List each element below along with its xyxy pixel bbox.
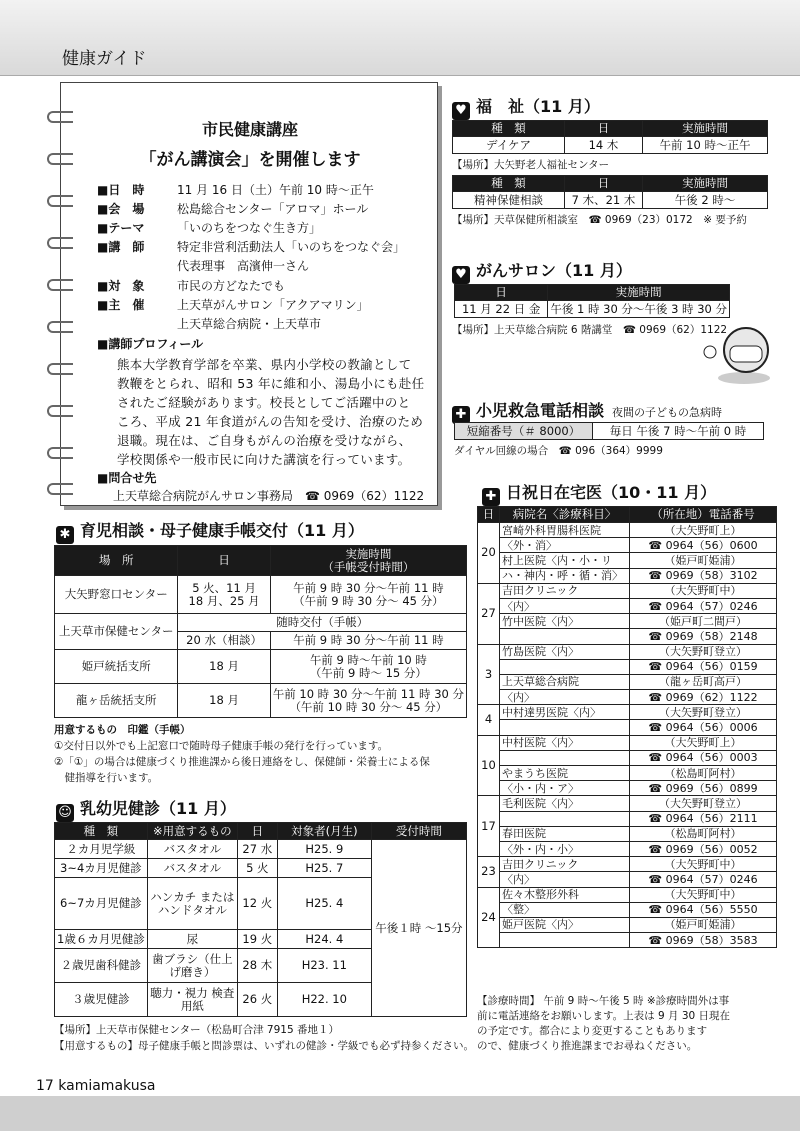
clinic-phone: ☎ 0964（56）5550 [630,902,777,917]
table-cell: 精神保健相談 [453,192,565,209]
table-cell: バスタオル [147,840,237,859]
col-header: 病院名〈診療科目〉 [500,507,630,523]
infant-title: 乳幼児健診（11 月） [80,799,236,818]
col-header: 日 [237,823,277,840]
clinic-name [500,933,630,948]
holiday-note [477,994,779,1054]
col-header: 日 [455,285,548,301]
table-cell: （午前 9 時～ 15 分） [309,665,427,680]
clinic-phone: ☎ 0969（56）0052 [630,841,777,856]
table-cell: 5 火、11 月 [192,580,256,595]
holiday-table-body [477,522,777,948]
binder-ring [47,279,73,291]
table-cell: 大矢野窓口センター [55,576,178,614]
table-cell: H22. 10 [277,983,371,1017]
holiday-day: 24 [478,887,500,948]
clinic-name: 〈外・消〉 [500,538,630,553]
note-line: 用意するもの 印鑑（手帳） [54,724,191,736]
lecture-notepad [60,82,438,506]
table-cell: 午前 9 時 30 分～午前 11 時 [270,632,466,650]
profile-line: ころ、平成 21 年食道がんの告知を受け、治療のため [117,414,424,429]
table-cell: バスタオル [147,859,237,878]
table-cell: 18 月、25 月 [188,593,260,608]
holiday-day: 4 [478,705,500,735]
clinic-phone: ☎ 0969（58）2148 [630,629,777,644]
salon-table [454,284,730,318]
clinic-name: 〈外・内・小〉 [500,841,630,856]
binder-ring [47,237,73,249]
table-cell: H25. 7 [277,859,371,878]
detail-key: ■主 催 [97,298,145,312]
welfare-heading [452,94,600,120]
table-cell: 午後１時 ～15分 [371,840,466,1017]
welfare-table-2 [452,175,768,209]
holiday-day: 27 [478,583,500,644]
clinic-phone: ☎ 0969（58）3583 [630,933,777,948]
ikuji-table [54,545,467,718]
clinic-name: 春田医院 [500,826,630,841]
page-number: 17 kamiamakusa [36,1078,156,1094]
table-cell: 午前 9 時～午前 10 時 [309,652,427,667]
lecture-subtitle: 「がん講演会」を開催します [139,150,361,170]
table-cell: 午前 9 時 30 分～午前 11 時 [293,580,444,595]
clinic-location: （大矢野町上） [630,735,777,750]
col-header: 場 所 [55,546,178,576]
detail-value: 11 月 16 日（土）午前 10 時～正午 [177,183,374,197]
child-call-title: 小児救急電話相談 [476,401,605,420]
table-cell: デイケア [453,137,565,154]
clinic-phone: ☎ 0969（62）1122 [630,690,777,705]
detail-value: 特定非営利活動法人「いのちをつなぐ会」 [177,240,406,254]
holiday-heading [482,480,716,506]
col-header: 日 [178,546,270,576]
heart-icon: ♥ [452,102,470,120]
table-cell: H25. 9 [277,840,371,859]
col-header: 種 類 [453,121,565,137]
table-cell: 5 火 [237,859,277,878]
clinic-location: （松島町阿村） [630,826,777,841]
holiday-day: 10 [478,735,500,796]
clinic-name: 中村達男医院〈内〉 [500,705,630,720]
clinic-phone: ☎ 0969（56）0899 [630,781,777,796]
detail-key: ■対 象 [97,279,145,293]
table-cell: 午前 10 時～正午 [643,137,768,154]
binder-ring [47,447,73,459]
note-line: ①交付日以外でも上記窓口で随時母子健康手帳の発行を行っています。 [54,740,389,752]
baby-icon: ☺ [56,804,74,822]
table-cell: H24. 4 [277,930,371,949]
table-cell: 19 火 [237,930,277,949]
holiday-day: 20 [478,523,500,584]
clinic-name: 〈小・内・ア〉 [500,781,630,796]
table-cell: 尿 [147,930,237,949]
detail-value: 代表理事 高濱伸一さん [177,259,310,273]
clinic-name [500,811,630,826]
clinic-location: （姫戸町二間戸） [630,614,777,629]
clinic-name: 竹中医院〈内〉 [500,614,630,629]
clinic-location: （大矢野町上） [630,523,777,538]
clinic-name: 毛利医院〈内〉 [500,796,630,811]
detail-key: ■会 場 [97,202,145,216]
clinic-name: 竹島医院〈内〉 [500,644,630,659]
mascot-illustration [696,320,780,386]
detail-key: ■日 時 [97,183,145,197]
clinic-location: （大矢野町中） [630,583,777,598]
clinic-location: （大矢野町登立） [630,644,777,659]
clinic-phone: ☎ 0964（57）0246 [630,872,777,887]
note-line: ②「①」の場合は健康づくり推進課から後日連絡をし、保健師・栄養士による保 [54,756,430,768]
holiday-title: 日祝日在宅医（10・11 月） [506,483,717,502]
detail-value: 上天草がんサロン「アクアマリン」 [177,298,369,312]
col-header: ※用意するもの [147,823,237,840]
ikuji-heading [56,518,364,544]
clinic-location: （大矢野町中） [630,887,777,902]
table-cell: ２歳児歯科健診 [55,949,148,983]
col-header: （所在地）電話番号 [630,507,777,523]
table-cell: 6~7カ月児健診 [55,878,148,930]
clinic-phone: ☎ 0964（56）0006 [630,720,777,735]
clinic-location: （大矢野町登立） [630,796,777,811]
infant-heading [56,796,236,822]
clinic-phone: ☎ 0964（56）2111 [630,811,777,826]
page-header [0,0,800,76]
table-cell: 午前 10 時 30 分～午前 11 時 30 分 [272,686,464,701]
binder-ring [47,363,73,375]
detail-value: 「いのちをつなぐ生き方」 [177,221,322,235]
stroller-icon: ✱ [56,526,74,544]
clinic-name: 佐々木整形外科 [500,887,630,902]
welfare-title: 福 祉（11 月） [476,97,600,116]
contact-info: 上天草総合病院がんサロン事務局 ☎ 0969（62）1122 [113,489,425,503]
col-header-sub: （手帳受付時間） [322,559,415,574]
profile-line: 学校関係や一般市民に向けた講演を行っています。 [117,452,411,467]
clinic-name: 上天草総合病院 [500,674,630,689]
medical-cross-icon: ✚ [452,406,470,424]
table-cell: 20 水（相談） [178,632,270,650]
table-cell: （午前 9 時 30 分～ 45 分） [293,593,444,608]
holiday-day: 17 [478,796,500,857]
clinic-name: 村上医院〈内・小・リ [500,553,630,568]
col-header: 種 類 [55,823,148,840]
profile-line: 熊本大学教育学部を卒業、県内小学校の教諭として [117,357,412,372]
clinic-phone: ☎ 0969（58）3102 [630,568,777,583]
welfare-table [452,120,768,154]
table-cell: 上天草市保健センター [55,614,178,650]
table-cell: 28 木 [237,949,277,983]
detail-value: 市民の方どなたでも [177,279,286,293]
profile-text [117,355,429,469]
infant-place: 【場所】上天草市保健センター（松島町合津 7915 番地１） [54,1024,339,1036]
table-cell: 龍ヶ岳統括支所 [55,684,178,718]
clinic-name [500,750,630,765]
table-cell: 短縮番号（＃ 8000） [455,423,593,440]
col-header: 受付時間 [371,823,466,840]
table-cell: 11 月 22 日 金 [455,301,548,318]
clinic-name [500,720,630,735]
col-header: 日 [478,507,500,523]
table-cell: （午前 10 時 30 分～ 45 分） [289,699,448,714]
table-cell: 14 木 [565,137,643,154]
table-cell: 7 木、21 木 [565,192,643,209]
contact-heading: ■問合せ先 [97,471,157,485]
table-cell: ２カ月児学級 [55,840,148,859]
child-call-heading [452,398,722,424]
heart-icon: ♥ [452,266,470,284]
table-cell: ハンカチ または ハンドタオル [147,878,237,930]
child-call-dial: ダイヤル回線の場合 ☎ 096（364）9999 [454,445,663,457]
clinic-name [500,659,630,674]
detail-value: 松島総合センター「アロマ」ホール [177,202,369,216]
clinic-name: 〈内〉 [500,690,630,705]
detail-key: ■講 師 [97,240,145,254]
table-cell: H25. 4 [277,878,371,930]
medical-cross-icon: ✚ [482,488,500,506]
infant-bring: 【用意するもの】母子健康手帳と問診票は、いずれの健診・学級でも必ず持参ください。 [54,1040,474,1052]
note-line: の予定です。都合により変更することもあります [477,1025,708,1037]
table-cell: 12 火 [237,878,277,930]
welfare-place-2: 【場所】天草保健所相談室 ☎ 0969（23）0172 ※ 要予約 [452,214,747,226]
table-cell: H23. 11 [277,949,371,983]
table-cell: 午後 2 時～ [643,192,768,209]
clinic-name: 〈整〉 [500,902,630,917]
table-cell: 3~4カ月児健診 [55,859,148,878]
clinic-phone: ☎ 0964（57）0246 [630,598,777,613]
col-header: 日 [565,121,643,137]
clinic-name: 姫戸医院〈内〉 [500,917,630,932]
clinic-location: （姫戸町姫浦） [630,553,777,568]
col-header: 実施時間 [345,546,392,561]
clinic-name: ハ・神内・呼・循・消〉 [500,568,630,583]
profile-heading: ■講師プロフィール [97,337,204,351]
clinic-location: （大矢野町登立） [630,705,777,720]
detail-value: 上天草総合病院・上天草市 [177,317,322,331]
binder-ring [47,321,73,333]
note-line: 【診療時間】 午前 9 時～午後 5 時 ※診療時間外は事 [477,995,730,1007]
profile-line: 退職。現在は、ご自身もがんの治療を受けながら、 [117,433,412,448]
table-cell: 聴力・視力 検査用紙 [147,983,237,1017]
salon-title: がんサロン（11 月） [476,261,632,280]
table-cell: 午後 1 時 30 分～午後 3 時 30 分 [548,301,730,318]
table-cell: ３歳児健診 [55,983,148,1017]
col-header: 種 類 [453,176,565,192]
holiday-day: 23 [478,857,500,887]
child-call-subtitle: 夜間の子どもの急病時 [612,406,723,419]
clinic-phone: ☎ 0964（56）0159 [630,659,777,674]
col-header: 実施時間 [548,285,730,301]
table-cell: 18 月 [178,684,270,718]
col-header: 対象者(月生) [277,823,371,840]
welfare-place-1: 【場所】大矢野老人福祉センター [452,159,610,171]
clinic-phone: ☎ 0964（56）0003 [630,750,777,765]
holiday-table [477,506,777,523]
clinic-name: やまうち医院 [500,766,630,781]
table-cell: 1歳６カ月児健診 [55,930,148,949]
clinic-phone: ☎ 0964（56）0600 [630,538,777,553]
salon-heading [452,258,632,284]
infant-table [54,822,467,1017]
table-cell: 随時交付（手帳） [178,614,467,632]
lecture-title: 市民健康講座 [201,120,298,139]
clinic-name [500,629,630,644]
clinic-location: （大矢野町中） [630,857,777,872]
col-header: 実施時間 [643,176,768,192]
col-header: 日 [565,176,643,192]
table-cell: 姫戸統括支所 [55,650,178,684]
footer-bar [0,1096,800,1131]
detail-key: ■テーマ [97,221,145,235]
clinic-name: 〈内〉 [500,872,630,887]
clinic-location: （姫戸町姫浦） [630,917,777,932]
ikuji-notes [54,722,430,786]
col-header: 実施時間 [643,121,768,137]
note-line: 前に電話連絡をお願いします。上表は 9 月 30 日現在 [477,1010,731,1022]
table-cell: 歯ブラシ（仕上げ磨き） [147,949,237,983]
note-line: ので、健康づくり推進課までお尋ねください。 [477,1040,698,1052]
clinic-name: 〈内〉 [500,598,630,613]
clinic-name: 宮崎外科胃腸科医院 [500,523,630,538]
holiday-day: 3 [478,644,500,705]
clinic-name: 中村医院〈内〉 [500,735,630,750]
ikuji-title: 育児相談・母子健康手帳交付（11 月） [80,521,364,540]
child-call-table [454,422,764,440]
profile-line: 教鞭をとられ、昭和 53 年に維和小、湯島小にも赴任 [117,376,425,391]
binder-ring [47,405,73,417]
table-cell: 毎日 午後 7 時～午前 0 時 [593,423,764,440]
binder-ring [47,195,73,207]
table-cell: 18 月 [178,650,270,684]
binder-ring [47,483,73,495]
clinic-location: （松島町阿村） [630,766,777,781]
page-header-title: 健康ガイド [62,49,147,69]
table-cell: 27 水 [237,840,277,859]
clinic-location: （龍ヶ岳町高戸） [630,674,777,689]
profile-line: されたご経験があります。校長としてご活躍中のと [117,395,411,410]
clinic-name: 吉田クリニック [500,583,630,598]
clinic-name: 吉田クリニック [500,857,630,872]
table-cell: 26 火 [237,983,277,1017]
salon-place: 【場所】上天草総合病院 6 階講堂 ☎ 0969（62）1122 [452,324,728,336]
note-line: 健指導を行います。 [54,772,159,784]
